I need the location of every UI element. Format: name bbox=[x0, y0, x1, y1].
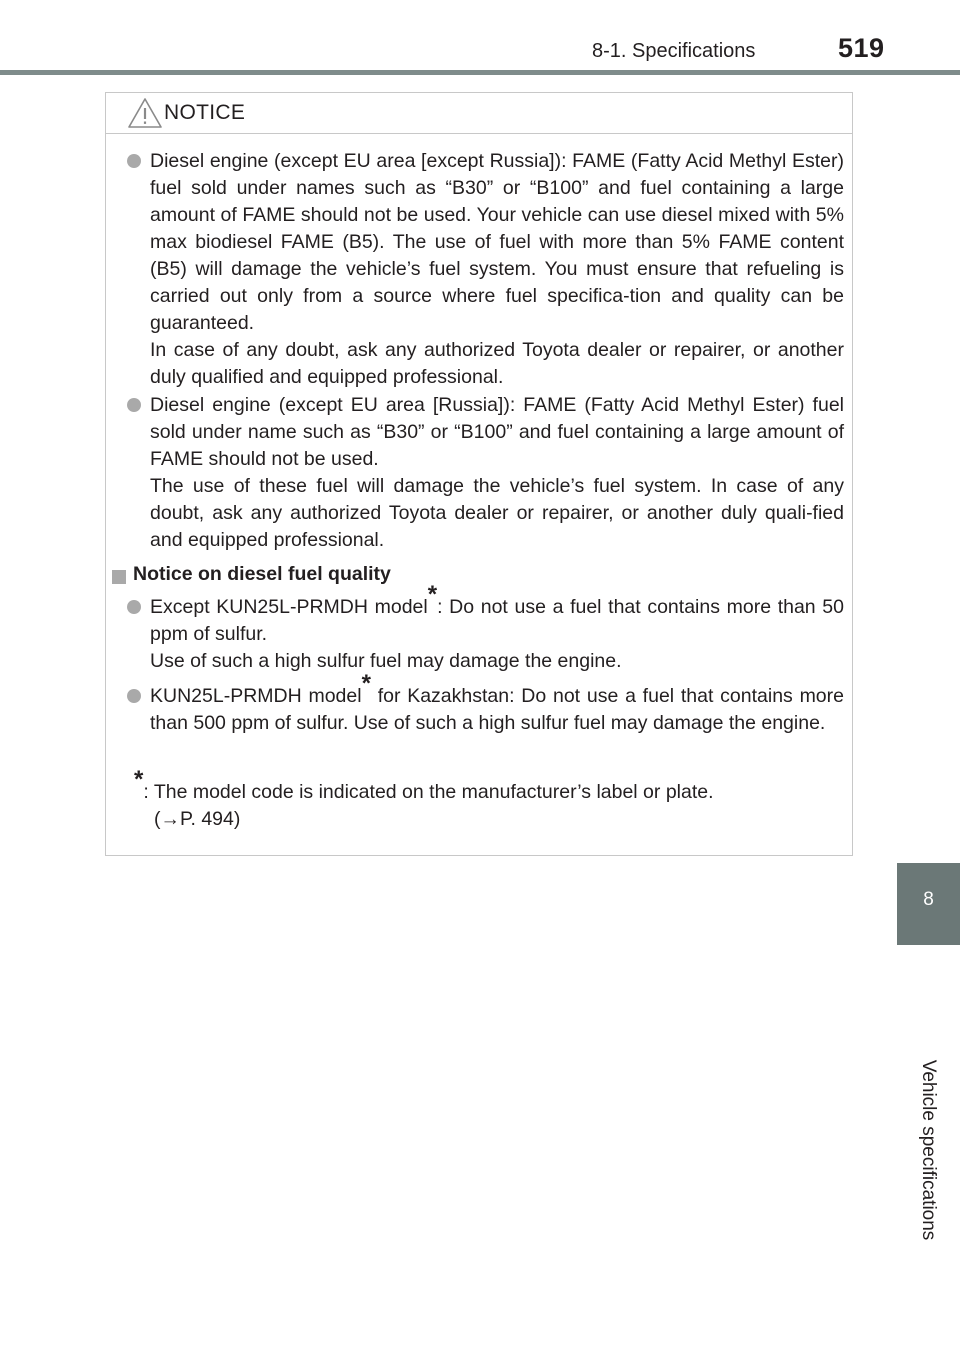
subsection-square-icon bbox=[112, 570, 126, 584]
bullet-text: Use of such a high sulfur fuel may damage the engine. bbox=[150, 650, 622, 672]
bullet-text: The use of these fuel will damage the vehicle’s fuel system. In case of any doubt, ask any authorized Toyota dealer or repairer, or another duly quali-fied and equipped professional. bbox=[150, 475, 844, 551]
bullet-paragraph bbox=[150, 580, 844, 675]
page-reference-link[interactable]: (→P. 494) bbox=[154, 808, 241, 830]
footnote-text: : The model code is indicated on the manufacturer’s label or plate. bbox=[143, 781, 714, 803]
bullet-dot bbox=[127, 398, 141, 412]
bullet-text-rest: : Do not use a fuel that contains more than 50 ppm of sulfur. bbox=[150, 596, 844, 645]
chapter-label: Vehicle specifications bbox=[918, 1059, 939, 1241]
bullet-paragraph bbox=[150, 148, 844, 391]
section-title: 8-1. Specifications bbox=[592, 40, 756, 62]
bullet-text: Diesel engine (except EU area [except Russia]): FAME (Fatty Acid Methyl Ester) fuel sold under names such as “B30” or “B100” and fuel containing a large amount of FAME should not be used. Your vehicle can use diesel mixed with 5% max biodiesel FAME (B5). The use of fuel with more than 5% FAME content (B5) will damage the vehicle’s fuel system. You must ensure that refueling is carried out only from a source where fuel specifica-tion and quality can be guaranteed. bbox=[150, 150, 844, 334]
notice-box bbox=[105, 92, 853, 856]
footnote bbox=[134, 765, 834, 833]
notice-header bbox=[106, 93, 852, 134]
chapter-number: 8 bbox=[923, 889, 934, 910]
footnote-star: * bbox=[361, 669, 371, 697]
bullet-text: Diesel engine (except EU area [Russia]): FAME (Fatty Acid Methyl Ester) fuel sold under name such as “B30” or “B100” and fuel containing a large amount of FAME should not be used. bbox=[150, 394, 844, 470]
header-rule bbox=[0, 70, 960, 75]
bullet-dot bbox=[127, 689, 141, 703]
bullet-text: In case of any doubt, ask any authorized Toyota dealer or repairer, or another duly qualified and equipped professional. bbox=[150, 339, 844, 388]
bullet-paragraph bbox=[150, 392, 844, 554]
notice-title: NOTICE bbox=[164, 101, 246, 124]
bullet-paragraph bbox=[150, 669, 844, 737]
bullet-text-rest: for Kazakhstan: Do not use a fuel that contains more than 500 ppm of sulfur. Use of such a high sulfur fuel may damage the engine. bbox=[150, 685, 844, 734]
footnote-star: * bbox=[427, 580, 438, 608]
chapter-tab bbox=[897, 863, 960, 945]
bullet-dot bbox=[127, 154, 141, 168]
footnote-star: * bbox=[134, 765, 144, 793]
subsection-heading: Notice on diesel fuel quality bbox=[133, 563, 391, 585]
warning-triangle-icon bbox=[127, 97, 163, 134]
bullet-dot bbox=[127, 600, 141, 614]
page-number: 519 bbox=[838, 33, 885, 63]
bullet-text-lead: KUN25L-PRMDH model bbox=[150, 685, 362, 707]
bullet-text-lead: Except KUN25L-PRMDH model bbox=[150, 596, 428, 618]
